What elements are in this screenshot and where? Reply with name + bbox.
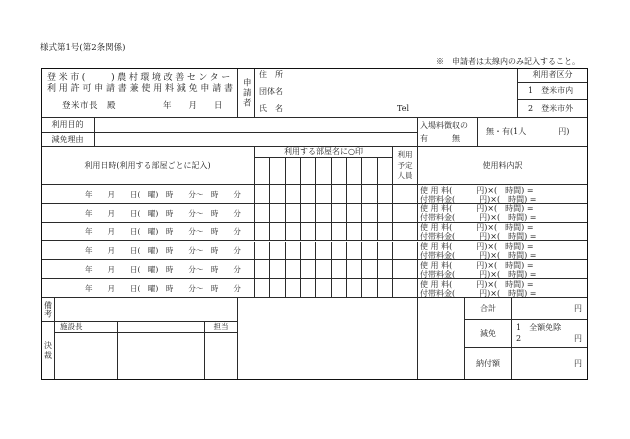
room-mark-cell[interactable] xyxy=(301,185,316,204)
fee-breakdown-cell[interactable] xyxy=(418,204,588,223)
tel-label: Tel xyxy=(397,104,410,113)
purpose-field[interactable] xyxy=(95,118,418,133)
room-mark-cell[interactable] xyxy=(270,223,285,242)
planned-people-header-line: 人員 xyxy=(397,171,413,181)
approval-staff-label: 担当 xyxy=(213,322,229,332)
admission-fee-label-line1: 入場料徴収の xyxy=(420,121,468,130)
room-mark-cell[interactable] xyxy=(316,185,331,204)
room-mark-cell[interactable] xyxy=(332,204,347,223)
extra-fee-line: 付帯料金( 円)×( 時間) = xyxy=(420,288,537,298)
group-name-label: 団体名 xyxy=(259,87,283,96)
room-mark-cell[interactable] xyxy=(286,204,301,223)
room-mark-cell[interactable] xyxy=(301,204,316,223)
planned-people-field[interactable] xyxy=(393,242,418,261)
room-mark-cell[interactable] xyxy=(255,242,270,261)
remarks-field[interactable] xyxy=(55,298,238,322)
room-mark-cell[interactable] xyxy=(255,204,270,223)
room-mark-cell[interactable] xyxy=(378,242,393,261)
fee-breakdown-cell[interactable] xyxy=(418,279,588,298)
planned-people-field[interactable] xyxy=(393,185,418,204)
schedule-datetime-field[interactable] xyxy=(41,204,255,223)
room-mark-cell[interactable] xyxy=(332,185,347,204)
blank-area xyxy=(238,298,418,380)
form-title-document: 利用許可申請書兼使用料減免申請書 xyxy=(47,84,236,94)
fee-breakdown-cell[interactable] xyxy=(418,242,588,261)
room-mark-cell[interactable] xyxy=(362,260,377,279)
room-mark-cell[interactable] xyxy=(332,242,347,261)
room-mark-cell[interactable] xyxy=(270,204,285,223)
remarks-label-cell xyxy=(41,298,55,322)
room-mark-cell[interactable] xyxy=(362,204,377,223)
approval-middle-stamp-box xyxy=(118,333,205,380)
room-mark-cell[interactable] xyxy=(255,223,270,242)
admission-fee-options: 無・有(1人 円) xyxy=(486,127,570,136)
remarks-label: 備考 xyxy=(43,301,53,318)
total-label: 合計 xyxy=(480,303,496,313)
room-mark-cell[interactable] xyxy=(332,260,347,279)
usage-fee-line: 使 用 料( 円)×( 時間) = xyxy=(420,279,534,289)
room-mark-cell[interactable] xyxy=(347,185,362,204)
room-mark-cell[interactable] xyxy=(270,242,285,261)
room-column-header xyxy=(378,158,393,185)
form-title-block xyxy=(41,68,238,118)
schedule-datetime-field[interactable] xyxy=(41,279,255,298)
usage-fee-line: 使 用 料( 円)×( 時間) = xyxy=(420,260,534,270)
planned-people-field[interactable] xyxy=(393,279,418,298)
room-mark-cell[interactable] xyxy=(378,223,393,242)
reduction-reason-field[interactable] xyxy=(95,133,418,147)
approval-label: 決裁 xyxy=(43,340,53,361)
reduction-reason-label-cell xyxy=(41,133,95,147)
schedule-datetime-field[interactable] xyxy=(41,185,255,204)
room-mark-cell[interactable] xyxy=(286,260,301,279)
room-mark-cell[interactable] xyxy=(347,279,362,298)
addressee: 登米市長 殿 xyxy=(62,101,117,111)
reduction-label: 減免 xyxy=(480,328,496,338)
schedule-datetime-text: 年 月 日( 曜) 時 分〜 時 分 xyxy=(85,283,241,293)
room-mark-cell[interactable] xyxy=(362,185,377,204)
reduction-reason-label: 減免理由 xyxy=(51,134,84,144)
room-mark-cell[interactable] xyxy=(347,204,362,223)
room-column-header xyxy=(270,158,285,185)
totals-blank-cell xyxy=(418,298,465,380)
room-mark-cell[interactable] xyxy=(378,260,393,279)
schedule-datetime-text: 年 月 日( 曜) 時 分〜 時 分 xyxy=(85,265,241,275)
payment-unit: 円 xyxy=(574,359,582,368)
admission-fee-label-cell xyxy=(418,118,478,147)
total-label-cell xyxy=(465,298,512,320)
usage-fee-line: 使 用 料( 円)×( 時間) = xyxy=(420,204,534,214)
approval-head-stamp-box xyxy=(55,333,118,380)
schedule-datetime-field[interactable] xyxy=(41,260,255,279)
admission-fee-label-line2: 有 無 xyxy=(420,134,460,143)
room-mark-cell[interactable] xyxy=(378,204,393,223)
room-mark-cell[interactable] xyxy=(286,223,301,242)
room-mark-cell[interactable] xyxy=(316,223,331,242)
schedule-datetime-field[interactable] xyxy=(41,223,255,242)
extra-fee-line: 付帯料金( 円)×( 時間) = xyxy=(420,232,537,242)
room-mark-cell[interactable] xyxy=(332,279,347,298)
user-category-option-inside-city[interactable] xyxy=(518,83,588,100)
rooms-header-text: 利用する部屋名に○印 xyxy=(284,147,363,156)
room-mark-cell[interactable] xyxy=(286,279,301,298)
reduction-option-full: 1 全額免除 xyxy=(516,323,562,332)
reduction-option-partial: 2 xyxy=(516,334,522,343)
room-column-header xyxy=(316,158,331,185)
extra-fee-line: 付帯料金( 円)×( 時間) = xyxy=(420,194,537,204)
reduction-label-cell xyxy=(465,320,512,348)
room-column-header xyxy=(286,158,301,185)
room-mark-cell[interactable] xyxy=(347,223,362,242)
room-mark-cell[interactable] xyxy=(255,279,270,298)
usage-fee-line: 使 用 料( 円)×( 時間) = xyxy=(420,223,534,233)
payment-label-cell xyxy=(465,348,512,380)
address-label: 住 所 xyxy=(259,70,283,79)
room-mark-cell[interactable] xyxy=(362,279,377,298)
room-mark-cell[interactable] xyxy=(332,223,347,242)
room-mark-cell[interactable] xyxy=(286,185,301,204)
instruction-note: ※ 申請者は太線内のみ記入すること。 xyxy=(436,57,580,66)
user-category-option-label: 2 登米市外 xyxy=(528,103,574,113)
planned-people-field[interactable] xyxy=(393,223,418,242)
approval-staff-stamp-box xyxy=(205,333,238,380)
room-mark-cell[interactable] xyxy=(316,260,331,279)
room-mark-cell[interactable] xyxy=(378,279,393,298)
user-category-option-outside-city[interactable] xyxy=(518,100,588,118)
room-column-header xyxy=(255,158,270,185)
fee-breakdown-header-text: 使用料内訳 xyxy=(482,160,523,170)
extra-fee-line: 付帯料金( 円)×( 時間) = xyxy=(420,213,537,223)
rooms-header xyxy=(255,147,393,158)
approval-head-header xyxy=(55,322,118,333)
room-mark-cell[interactable] xyxy=(378,185,393,204)
usage-fee-line: 使 用 料( 円)×( 時間) = xyxy=(420,242,534,251)
payment-label: 納付額 xyxy=(476,358,500,368)
room-column-header xyxy=(362,158,377,185)
room-mark-cell[interactable] xyxy=(316,279,331,298)
reduction-unit: 円 xyxy=(574,334,582,343)
planned-people-field[interactable] xyxy=(393,204,418,223)
total-amount-field[interactable] xyxy=(512,298,588,320)
total-unit: 円 xyxy=(574,304,582,313)
application-date-field[interactable]: 年 月 日 xyxy=(163,101,223,111)
planned-people-header xyxy=(393,147,418,185)
usage-fee-line: 使 用 料( 円)×( 時間) = xyxy=(420,185,534,195)
room-mark-cell[interactable] xyxy=(286,242,301,261)
room-mark-cell[interactable] xyxy=(301,260,316,279)
extra-fee-line: 付帯料金( 円)×( 時間) = xyxy=(420,269,537,279)
fee-breakdown-cell[interactable] xyxy=(418,223,588,242)
fee-breakdown-cell[interactable] xyxy=(418,185,588,204)
admission-fee-field[interactable] xyxy=(478,118,588,147)
approval-staff-header xyxy=(205,322,238,333)
room-mark-cell[interactable] xyxy=(347,260,362,279)
schedule-datetime-text: 年 月 日( 曜) 時 分〜 時 分 xyxy=(85,189,241,199)
room-mark-cell[interactable] xyxy=(270,185,285,204)
form-number: 様式第1号(第2条関係) xyxy=(40,43,126,53)
applicant-fields[interactable] xyxy=(255,68,518,118)
fee-breakdown-header xyxy=(418,147,588,185)
payment-amount-field[interactable] xyxy=(512,348,588,380)
room-mark-cell[interactable] xyxy=(270,260,285,279)
extra-fee-line: 付帯料金( 円)×( 時間) = xyxy=(420,251,537,260)
planned-people-header-line: 利用 xyxy=(397,150,413,160)
reduction-field[interactable] xyxy=(512,320,588,348)
planned-people-header-line: 予定 xyxy=(397,160,413,170)
room-mark-cell[interactable] xyxy=(362,242,377,261)
approval-head-label: 施設長 xyxy=(60,322,83,332)
purpose-label: 利用目的 xyxy=(51,120,84,129)
room-column-header xyxy=(332,158,347,185)
room-mark-cell[interactable] xyxy=(270,279,285,298)
schedule-datetime-text: 年 月 日( 曜) 時 分〜 時 分 xyxy=(85,246,241,256)
room-mark-cell[interactable] xyxy=(316,204,331,223)
form-title-facility: 登米市( )農村環境改善センター xyxy=(47,73,233,83)
purpose-label-cell xyxy=(41,118,95,133)
room-mark-cell[interactable] xyxy=(255,260,270,279)
datetime-header xyxy=(41,147,255,185)
user-category-header-text: 利用者区分 xyxy=(532,70,573,79)
room-mark-cell[interactable] xyxy=(255,185,270,204)
room-column-header xyxy=(347,158,362,185)
schedule-datetime-text: 年 月 日( 曜) 時 分〜 時 分 xyxy=(85,208,241,218)
room-mark-cell[interactable] xyxy=(301,223,316,242)
room-mark-cell[interactable] xyxy=(362,223,377,242)
user-category-header xyxy=(518,68,588,83)
room-mark-cell[interactable] xyxy=(301,279,316,298)
fee-breakdown-cell[interactable] xyxy=(418,260,588,279)
room-mark-cell[interactable] xyxy=(316,242,331,261)
room-mark-cell[interactable] xyxy=(301,242,316,261)
applicant-label-cell xyxy=(238,68,255,118)
room-column-header xyxy=(301,158,316,185)
planned-people-field[interactable] xyxy=(393,260,418,279)
room-mark-cell[interactable] xyxy=(347,242,362,261)
applicant-label: 申請者 xyxy=(241,77,252,108)
schedule-datetime-text: 年 月 日( 曜) 時 分〜 時 分 xyxy=(85,227,241,237)
approval-label-cell xyxy=(41,322,55,380)
datetime-header-text: 利用日時(利用する部屋ごとに記入) xyxy=(84,160,211,170)
applicant-name-label: 氏 名 xyxy=(259,104,283,113)
schedule-datetime-field[interactable] xyxy=(41,242,255,261)
user-category-option-label: 1 登米市内 xyxy=(528,86,574,95)
approval-middle-header xyxy=(118,322,205,333)
